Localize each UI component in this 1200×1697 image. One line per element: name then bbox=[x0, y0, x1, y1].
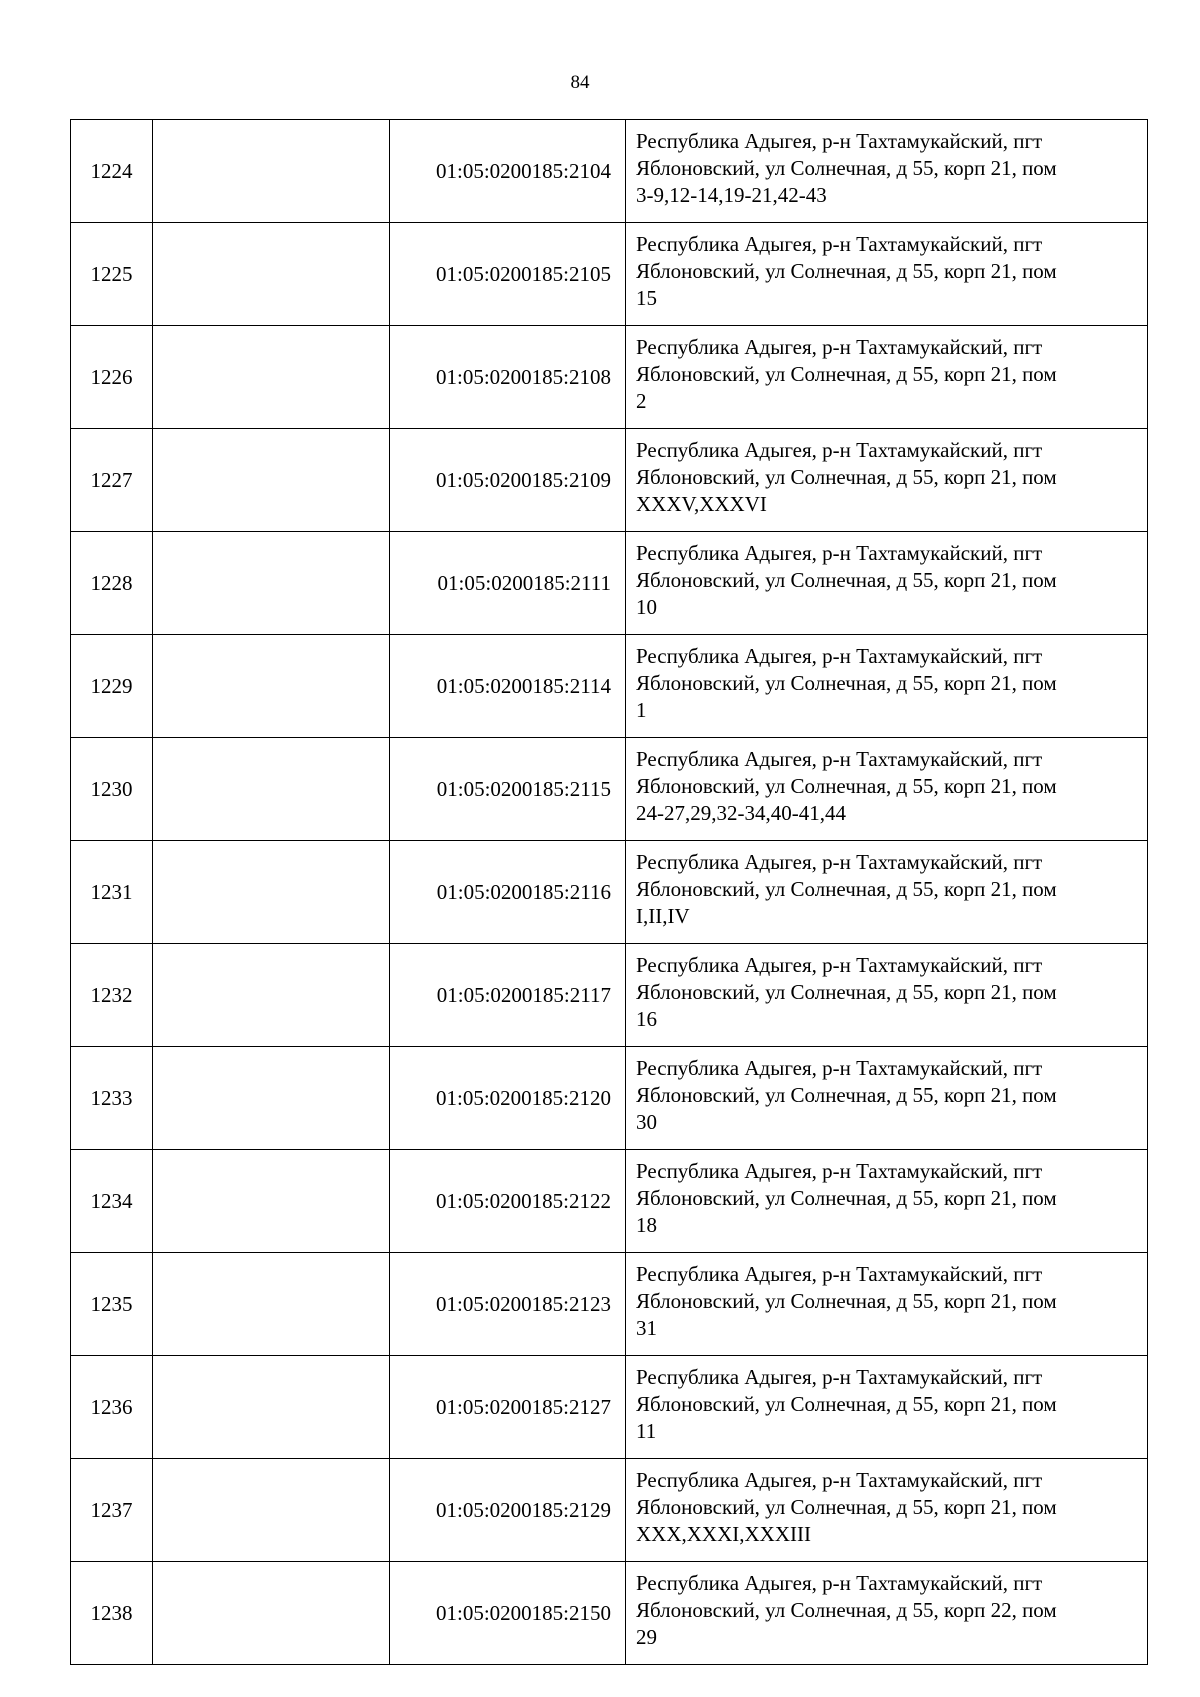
address-cell bbox=[626, 120, 1148, 223]
address-line-1: Республика Адыгея, р-н Тахтамукайский, пгт bbox=[636, 335, 1043, 359]
cadastral-number-cell: 01:05:0200185:2105 bbox=[390, 223, 626, 326]
address-cell bbox=[626, 429, 1148, 532]
empty-cell bbox=[153, 738, 390, 841]
address-line-2: Яблоновский, ул Солнечная, д 55, корп 21, пом bbox=[636, 1083, 1057, 1107]
cadastral-number-cell: 01:05:0200185:2109 bbox=[390, 429, 626, 532]
address-cell bbox=[626, 1047, 1148, 1150]
address-line-3: 1 bbox=[636, 698, 647, 722]
table-row bbox=[71, 429, 1148, 532]
address-line-3: 2 bbox=[636, 389, 647, 413]
empty-cell bbox=[153, 635, 390, 738]
registry-table bbox=[70, 119, 1148, 1665]
address-line-2: Яблоновский, ул Солнечная, д 55, корп 21, пом bbox=[636, 156, 1057, 180]
empty-cell bbox=[153, 1356, 390, 1459]
address-line-2: Яблоновский, ул Солнечная, д 55, корп 21, пом bbox=[636, 1289, 1057, 1313]
table-row bbox=[71, 1253, 1148, 1356]
address-cell bbox=[626, 1459, 1148, 1562]
empty-cell bbox=[153, 1150, 390, 1253]
address-line-1: Республика Адыгея, р-н Тахтамукайский, пгт bbox=[636, 644, 1043, 668]
address-line-1: Республика Адыгея, р-н Тахтамукайский, пгт bbox=[636, 1468, 1043, 1492]
cadastral-number-cell: 01:05:0200185:2122 bbox=[390, 1150, 626, 1253]
address-line-3: 31 bbox=[636, 1316, 657, 1340]
address-cell bbox=[626, 1253, 1148, 1356]
address-line-1: Республика Адыгея, р-н Тахтамукайский, пгт bbox=[636, 129, 1043, 153]
table-row bbox=[71, 223, 1148, 326]
table-row bbox=[71, 841, 1148, 944]
cadastral-number-cell: 01:05:0200185:2150 bbox=[390, 1562, 626, 1665]
address-cell bbox=[626, 738, 1148, 841]
row-number-cell: 1238 bbox=[71, 1562, 153, 1665]
row-number-cell: 1226 bbox=[71, 326, 153, 429]
address-line-1: Республика Адыгея, р-н Тахтамукайский, пгт bbox=[636, 1571, 1043, 1595]
row-number-cell: 1234 bbox=[71, 1150, 153, 1253]
empty-cell bbox=[153, 1562, 390, 1665]
address-line-1: Республика Адыгея, р-н Тахтамукайский, пгт bbox=[636, 1262, 1043, 1286]
empty-cell bbox=[153, 1253, 390, 1356]
empty-cell bbox=[153, 326, 390, 429]
empty-cell bbox=[153, 1047, 390, 1150]
table-row bbox=[71, 635, 1148, 738]
address-line-3: I,II,IV bbox=[636, 904, 690, 928]
row-number-cell: 1235 bbox=[71, 1253, 153, 1356]
address-line-1: Республика Адыгея, р-н Тахтамукайский, пгт bbox=[636, 1056, 1043, 1080]
row-number-cell: 1228 bbox=[71, 532, 153, 635]
address-line-2: Яблоновский, ул Солнечная, д 55, корп 21, пом bbox=[636, 1392, 1057, 1416]
table-row bbox=[71, 326, 1148, 429]
cadastral-number-cell: 01:05:0200185:2120 bbox=[390, 1047, 626, 1150]
address-line-3: 24-27,29,32-34,40-41,44 bbox=[636, 801, 846, 825]
address-line-1: Республика Адыгея, р-н Тахтамукайский, пгт bbox=[636, 541, 1043, 565]
row-number-cell: 1229 bbox=[71, 635, 153, 738]
address-cell bbox=[626, 944, 1148, 1047]
cadastral-number-cell: 01:05:0200185:2116 bbox=[390, 841, 626, 944]
address-cell bbox=[626, 1150, 1148, 1253]
address-line-1: Республика Адыгея, р-н Тахтамукайский, пгт bbox=[636, 1365, 1043, 1389]
address-cell bbox=[626, 326, 1148, 429]
address-line-3: 30 bbox=[636, 1110, 657, 1134]
empty-cell bbox=[153, 1459, 390, 1562]
cadastral-number-cell: 01:05:0200185:2123 bbox=[390, 1253, 626, 1356]
empty-cell bbox=[153, 944, 390, 1047]
row-number-cell: 1237 bbox=[71, 1459, 153, 1562]
address-line-3: 11 bbox=[636, 1419, 657, 1443]
address-line-2: Яблоновский, ул Солнечная, д 55, корп 21, пом bbox=[636, 259, 1057, 283]
address-cell bbox=[626, 532, 1148, 635]
table-row bbox=[71, 944, 1148, 1047]
address-line-2: Яблоновский, ул Солнечная, д 55, корп 22, пом bbox=[636, 1598, 1057, 1622]
cadastral-number-cell: 01:05:0200185:2104 bbox=[390, 120, 626, 223]
address-line-1: Республика Адыгея, р-н Тахтамукайский, пгт bbox=[636, 850, 1043, 874]
address-line-2: Яблоновский, ул Солнечная, д 55, корп 21, пом bbox=[636, 877, 1057, 901]
address-line-1: Республика Адыгея, р-н Тахтамукайский, пгт bbox=[636, 747, 1043, 771]
address-line-3: 10 bbox=[636, 595, 657, 619]
address-line-3: 18 bbox=[636, 1213, 657, 1237]
empty-cell bbox=[153, 429, 390, 532]
address-line-2: Яблоновский, ул Солнечная, д 55, корп 21, пом bbox=[636, 671, 1057, 695]
table-row bbox=[71, 1150, 1148, 1253]
cadastral-number-cell: 01:05:0200185:2108 bbox=[390, 326, 626, 429]
cadastral-number-cell: 01:05:0200185:2111 bbox=[390, 532, 626, 635]
address-line-3: 3-9,12-14,19-21,42-43 bbox=[636, 183, 827, 207]
table-row bbox=[71, 738, 1148, 841]
row-number-cell: 1224 bbox=[71, 120, 153, 223]
address-cell bbox=[626, 1562, 1148, 1665]
table-row bbox=[71, 1047, 1148, 1150]
cadastral-number-cell: 01:05:0200185:2129 bbox=[390, 1459, 626, 1562]
row-number-cell: 1236 bbox=[71, 1356, 153, 1459]
address-line-3: 16 bbox=[636, 1007, 657, 1031]
address-cell bbox=[626, 223, 1148, 326]
table-row bbox=[71, 1562, 1148, 1665]
address-line-2: Яблоновский, ул Солнечная, д 55, корп 21, пом bbox=[636, 568, 1057, 592]
address-line-1: Республика Адыгея, р-н Тахтамукайский, пгт bbox=[636, 438, 1043, 462]
address-cell bbox=[626, 1356, 1148, 1459]
address-line-3: 29 bbox=[636, 1625, 657, 1649]
empty-cell bbox=[153, 223, 390, 326]
table-row bbox=[71, 1459, 1148, 1562]
cadastral-number-cell: 01:05:0200185:2114 bbox=[390, 635, 626, 738]
address-line-2: Яблоновский, ул Солнечная, д 55, корп 21, пом bbox=[636, 362, 1057, 386]
address-line-2: Яблоновский, ул Солнечная, д 55, корп 21, пом bbox=[636, 465, 1057, 489]
empty-cell bbox=[153, 532, 390, 635]
table-row bbox=[71, 120, 1148, 223]
row-number-cell: 1232 bbox=[71, 944, 153, 1047]
address-line-1: Республика Адыгея, р-н Тахтамукайский, пгт bbox=[636, 1159, 1043, 1183]
address-line-3: XXXV,XXXVI bbox=[636, 492, 767, 516]
address-line-2: Яблоновский, ул Солнечная, д 55, корп 21, пом bbox=[636, 1495, 1057, 1519]
address-line-2: Яблоновский, ул Солнечная, д 55, корп 21, пом bbox=[636, 980, 1057, 1004]
cadastral-number-cell: 01:05:0200185:2115 bbox=[390, 738, 626, 841]
registry-table-body bbox=[71, 120, 1148, 1665]
row-number-cell: 1227 bbox=[71, 429, 153, 532]
table-row bbox=[71, 532, 1148, 635]
row-number-cell: 1231 bbox=[71, 841, 153, 944]
row-number-cell: 1233 bbox=[71, 1047, 153, 1150]
row-number-cell: 1225 bbox=[71, 223, 153, 326]
empty-cell bbox=[153, 841, 390, 944]
address-line-3: 15 bbox=[636, 286, 657, 310]
address-line-1: Республика Адыгея, р-н Тахтамукайский, пгт bbox=[636, 953, 1043, 977]
address-cell bbox=[626, 841, 1148, 944]
address-line-1: Республика Адыгея, р-н Тахтамукайский, пгт bbox=[636, 232, 1043, 256]
table-row bbox=[71, 1356, 1148, 1459]
address-line-2: Яблоновский, ул Солнечная, д 55, корп 21, пом bbox=[636, 1186, 1057, 1210]
address-line-2: Яблоновский, ул Солнечная, д 55, корп 21, пом bbox=[636, 774, 1057, 798]
cadastral-number-cell: 01:05:0200185:2127 bbox=[390, 1356, 626, 1459]
empty-cell bbox=[153, 120, 390, 223]
address-cell bbox=[626, 635, 1148, 738]
row-number-cell: 1230 bbox=[71, 738, 153, 841]
address-line-3: XXX,XXXI,XXXIII bbox=[636, 1522, 811, 1546]
cadastral-number-cell: 01:05:0200185:2117 bbox=[390, 944, 626, 1047]
page-number: 84 bbox=[570, 72, 590, 93]
